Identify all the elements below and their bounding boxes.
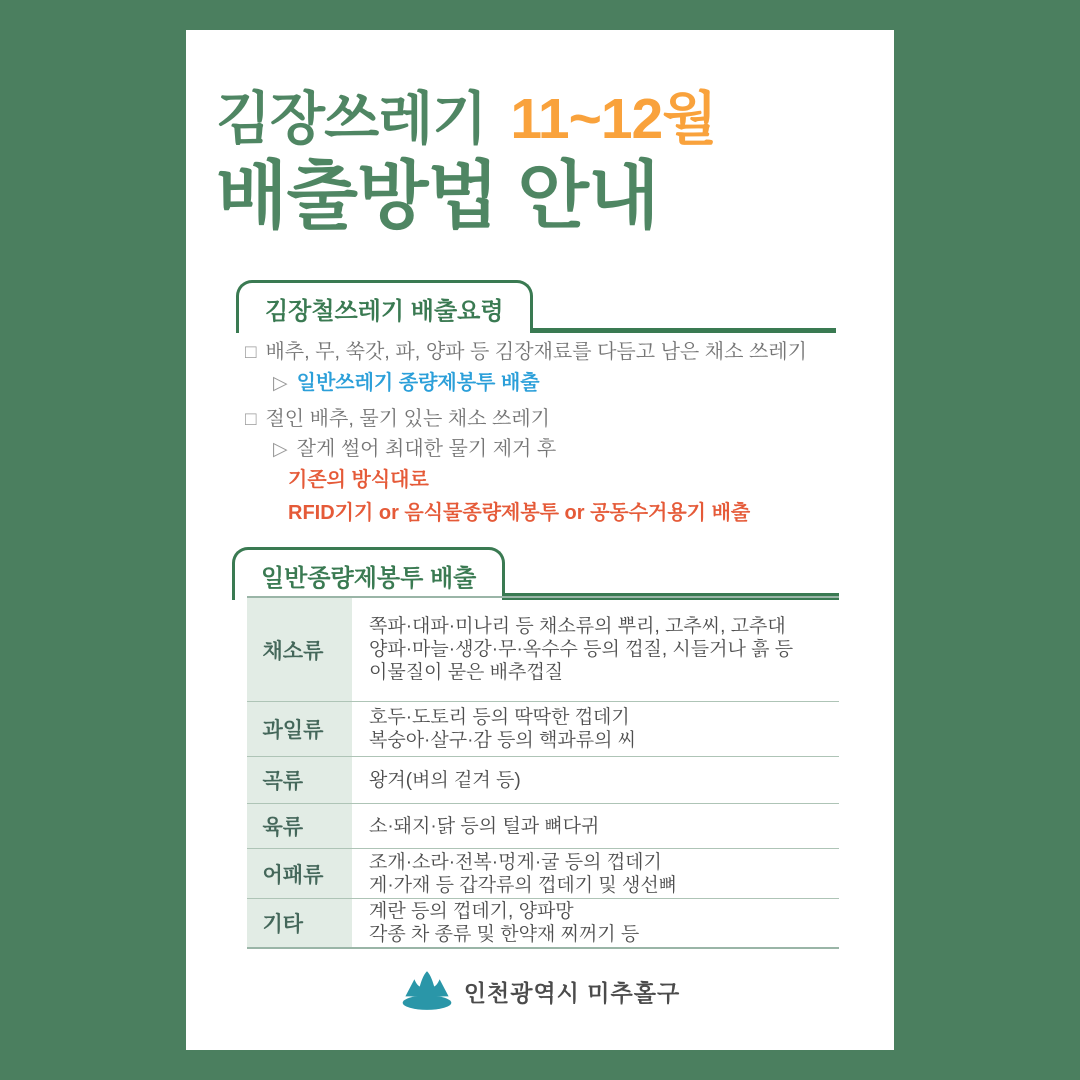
section2-tab-label: 일반종량제봉투 배출: [232, 547, 505, 600]
table-row: [247, 803, 839, 848]
section1-tab-label: 김장철쓰레기 배출요령: [236, 280, 533, 333]
description-line: 조개·소라·전복·멍게·굴 등의 껍데기: [369, 851, 662, 873]
table-row: [247, 701, 839, 756]
guideline-text: 절인 배추, 물기 있는 채소 쓰레기: [265, 408, 550, 430]
category-label: 기타: [262, 913, 304, 936]
checkbox-icon: □: [245, 409, 257, 430]
description-line: 각종 차 종류 및 한약재 찌꺼기 등: [369, 924, 640, 945]
title-months: 11~12월: [510, 87, 717, 151]
title-keyword: 김장쓰레기: [216, 87, 487, 151]
section1-header: [236, 280, 836, 333]
section2-header: [232, 547, 839, 600]
poster-card: [186, 30, 894, 1050]
guideline-item: [288, 496, 750, 525]
description-line: 쪽파·대파·미나리 등 채소류의 뿌리, 고추씨, 고추대: [369, 616, 786, 637]
guideline-text: 기존의 방식대로: [288, 469, 429, 491]
poster-title: [216, 86, 716, 236]
footer: [186, 968, 894, 1014]
description-line: 양파·마늘·생강·무·옥수수 등의 껍질, 시들거나 흙 등: [369, 639, 794, 660]
description-line: 호두·도토리 등의 딱딱한 껍데기: [369, 707, 630, 728]
guideline-item: [245, 335, 807, 364]
title-line-2: 배출방법 안내: [216, 154, 659, 237]
category-label: 어패류: [262, 863, 324, 887]
description-line: 복숭아·살구·감 등의 핵과류의 씨: [369, 730, 637, 751]
category-cell: [247, 849, 352, 898]
category-cell: [247, 598, 352, 701]
guideline-text: 잘게 썰어 최대한 물기 제거 후: [296, 438, 557, 460]
title-line-1: [216, 86, 716, 152]
section1-header-rule: [533, 328, 836, 333]
triangle-bullet-icon: ▷: [273, 439, 288, 460]
category-label: 채소류: [262, 639, 324, 663]
table-row: [247, 598, 839, 701]
category-label: 육류: [262, 816, 304, 839]
description-cell: [352, 702, 839, 756]
table-row: [247, 848, 839, 898]
category-cell: [247, 702, 352, 756]
description-cell: [352, 804, 839, 848]
guideline-item: [288, 463, 429, 492]
description-line: 게·가재 등 갑각류의 껍데기 및 생선뼈: [369, 874, 678, 896]
waste-category-table: [247, 596, 839, 949]
table-row: [247, 756, 839, 803]
category-label: 과일류: [262, 719, 324, 742]
guideline-item: [245, 402, 550, 431]
guideline-text: 배추, 무, 쑥갓, 파, 양파 등 김장재료를 다듬고 남은 채소 쓰레기: [265, 341, 807, 363]
description-line: 소·돼지·닭 등의 털과 뼈다귀: [369, 815, 600, 837]
table-row: [247, 898, 839, 947]
guideline-item: [273, 366, 540, 395]
description-cell: [352, 849, 839, 898]
description-line: 계란 등의 껍데기, 양파망: [369, 901, 574, 922]
guideline-text: RFID기기 or 음식물종량제봉투 or 공동수거용기 배출: [288, 502, 751, 524]
category-cell: [247, 804, 352, 848]
category-cell: [247, 899, 352, 947]
description-line: 왕겨(벼의 겉겨 등): [369, 769, 521, 791]
footer-org-name: 인천광역시 미추홀구: [463, 979, 681, 1006]
category-cell: [247, 757, 352, 803]
description-cell: [352, 598, 839, 701]
description-cell: [352, 899, 839, 947]
guideline-item: [273, 432, 556, 461]
description-line: 이물질이 묻은 배추껍질: [369, 662, 564, 683]
guideline-text: 일반쓰레기 종량제봉투 배출: [296, 372, 540, 394]
checkbox-icon: □: [245, 342, 257, 363]
category-label: 곡류: [262, 770, 304, 793]
triangle-bullet-icon: ▷: [273, 373, 288, 394]
michuhol-logo-icon: [400, 968, 454, 1014]
description-cell: [352, 757, 839, 803]
